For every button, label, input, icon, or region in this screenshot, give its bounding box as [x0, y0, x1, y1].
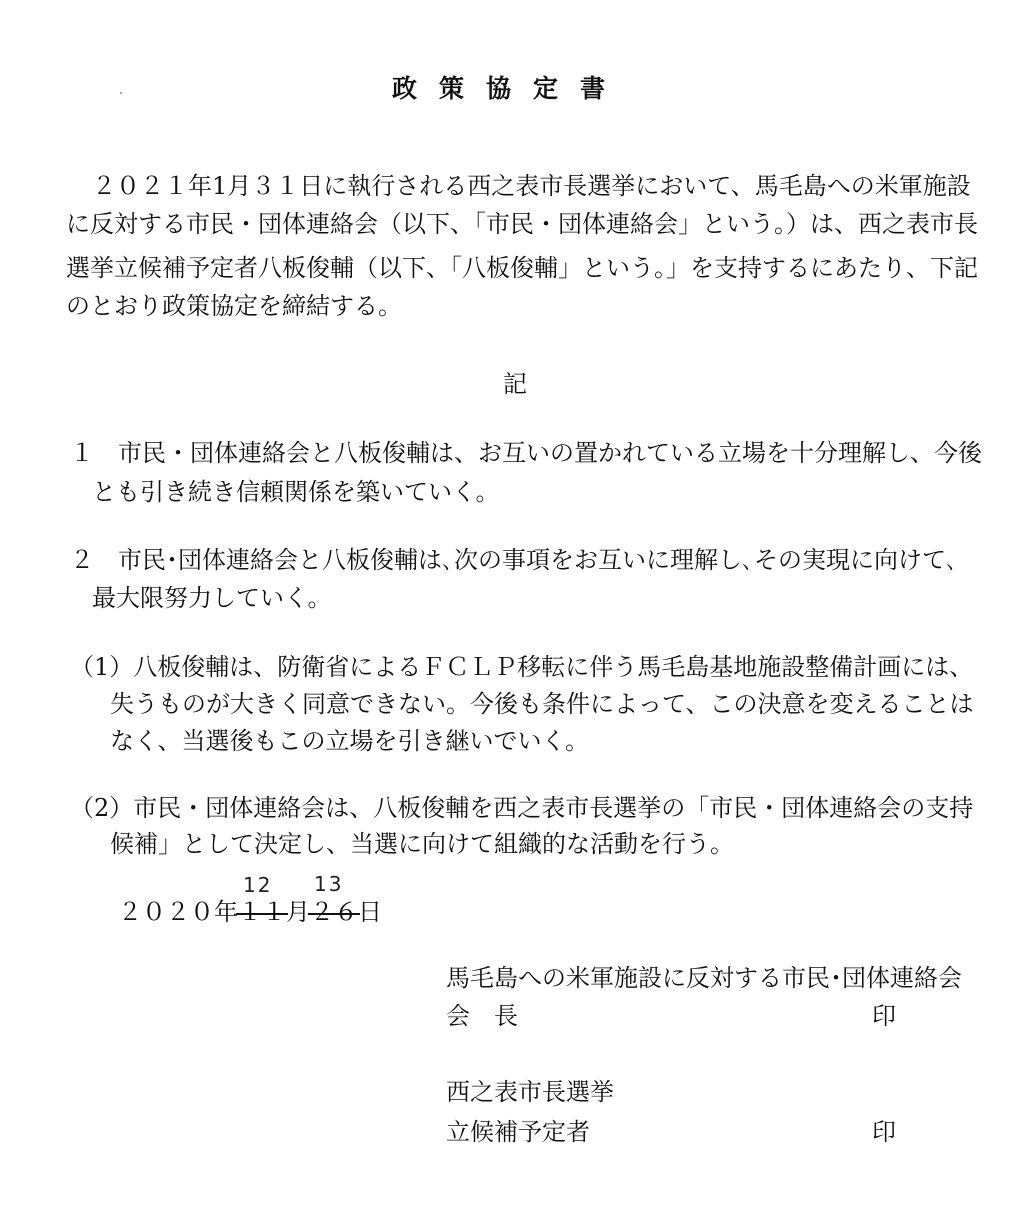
- seal-mark: 印: [872, 1002, 896, 1030]
- signature-organization: 馬毛島への米軍施設に反対する市民･団体連絡会: [446, 964, 962, 992]
- item-line: とも引き続き信頼関係を築いていく。: [92, 478, 500, 506]
- item-line: １ 市民・団体連絡会と八板俊輔は、お互いの置かれている立場を十分理解し、今後: [70, 439, 982, 467]
- sub-item-line: なく、当選後もこの立場を引き継いでいく。: [110, 727, 590, 755]
- signature-role: 立候補予定者: [446, 1118, 590, 1146]
- sub-item-line: （1）八板俊輔は、防衛省によるＦＣＬＰ移転に伴う馬毛島基地施設整備計画には、: [70, 653, 974, 681]
- ki-heading: 記: [503, 370, 527, 398]
- signature-role: 会 長: [446, 1002, 518, 1030]
- date-month-unit: 月: [286, 898, 310, 926]
- sub-item-line: （2）市民・団体連絡会は、八板俊輔を西之表市長選挙の「市民・団体連絡会の支持: [70, 794, 974, 822]
- date-year: ２０２０年: [118, 898, 238, 926]
- preamble-line: に反対する市民・団体連絡会（以下、「市民・団体連絡会」という。）は、西之表市長: [66, 210, 978, 238]
- seal-mark: 印: [872, 1118, 896, 1146]
- document-date: [118, 900, 382, 924]
- document-title: 政策協定書: [392, 74, 628, 103]
- handwritten-month: 12: [243, 873, 273, 897]
- preamble-line: 選挙立候補予定者八板俊輔（以下、「八板俊輔」という。」を支持するにあたり、下記: [66, 254, 978, 282]
- sub-item-line: 失うものが大きく同意できない。今後も条件によって、この決意を変えることは: [110, 690, 974, 718]
- item-line: 最大限努力していく。: [92, 584, 332, 612]
- item-line: ２ 市民･団体連絡会と八板俊輔は､次の事項をお互いに理解し､その実現に向けて､: [70, 546, 958, 574]
- preamble-line: ２０２１年1月３１日に執行される西之表市長選挙において、馬毛島への米軍施設: [92, 172, 971, 200]
- date-month-struck: １１: [238, 898, 286, 926]
- date-day-struck: ２６: [310, 898, 358, 926]
- preamble-line: のとおり政策協定を締結する。: [66, 292, 402, 320]
- sub-item-line: 候補」として決定し、当選に向けて組織的な活動を行う。: [110, 830, 734, 858]
- scan-speck: [120, 92, 122, 94]
- handwritten-day: 13: [314, 872, 344, 896]
- date-day-unit: 日: [358, 898, 382, 926]
- signature-election: 西之表市長選挙: [446, 1078, 614, 1106]
